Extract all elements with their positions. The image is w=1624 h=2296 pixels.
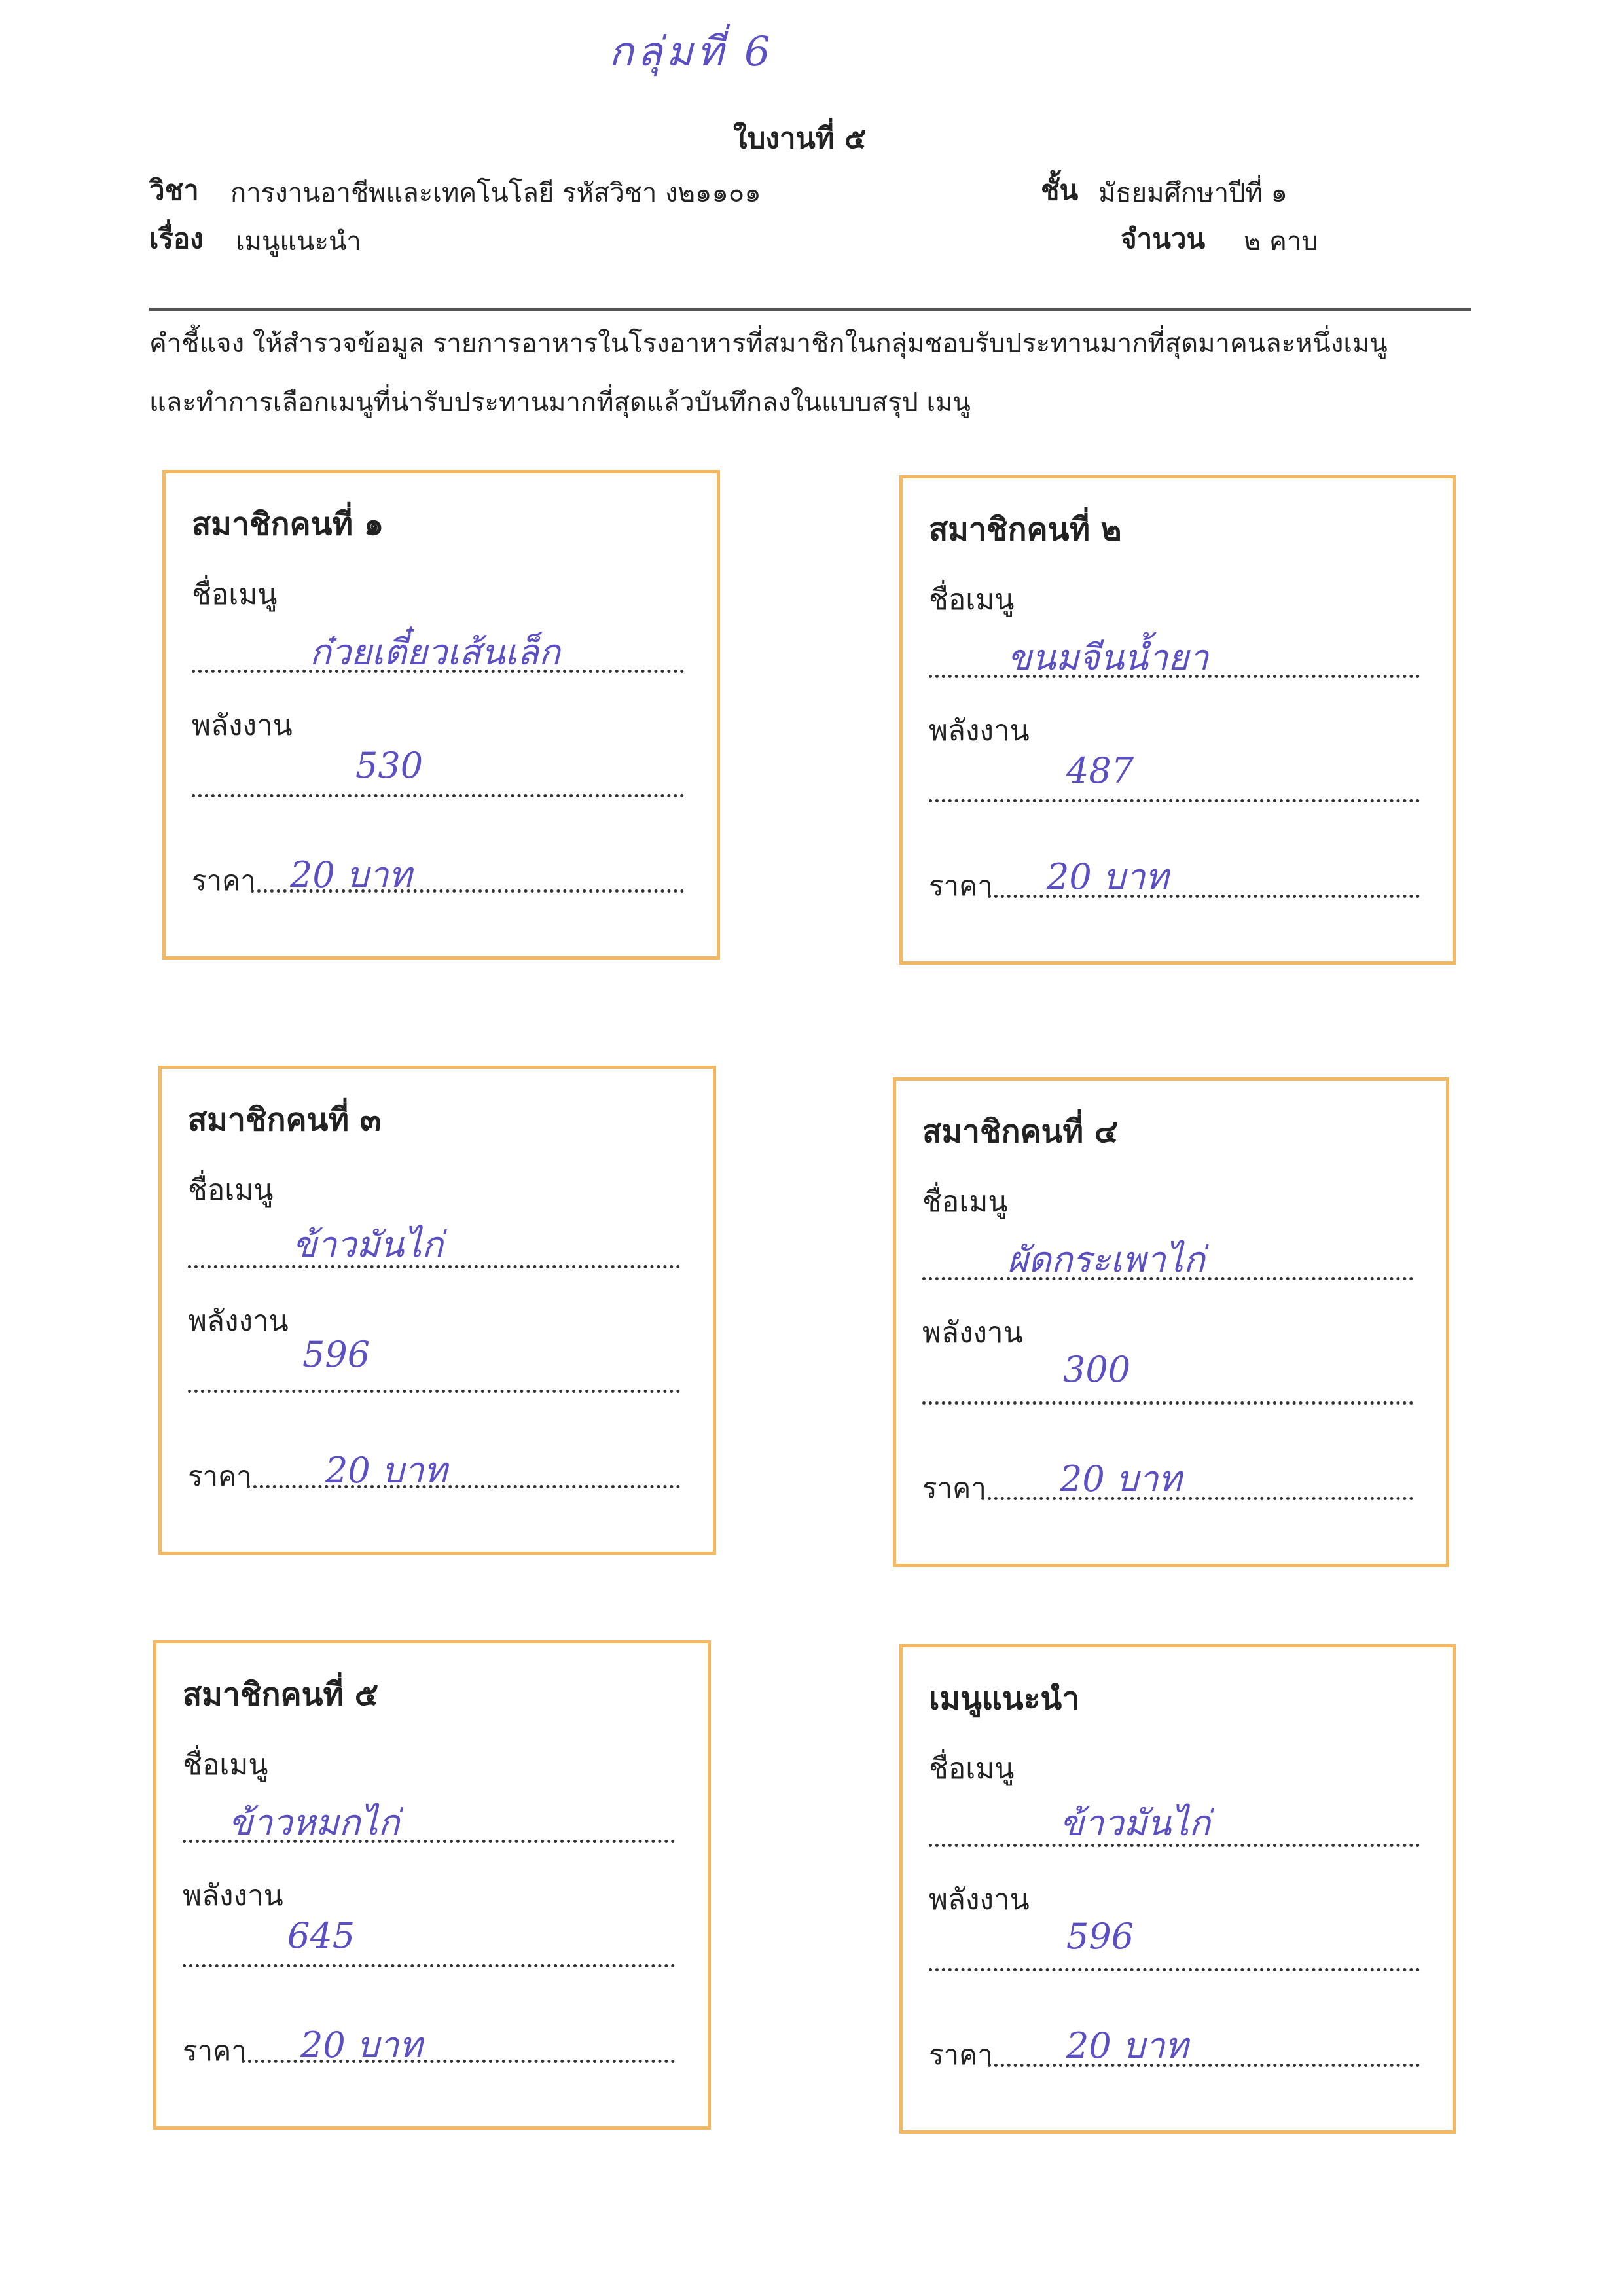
- price-line: [251, 889, 684, 893]
- energy-line: [929, 799, 1420, 802]
- menu-name-line: [192, 670, 684, 673]
- menu-name-line: [188, 1265, 680, 1268]
- energy-line: [929, 1968, 1420, 1971]
- menu-name-line: [183, 1840, 675, 1843]
- member-card-4: [893, 1077, 1449, 1567]
- energy-line: [192, 794, 684, 797]
- price-label: ราคา: [192, 865, 256, 897]
- price-line: [988, 2064, 1420, 2067]
- member-card-5: [153, 1640, 711, 2130]
- price-line: [988, 895, 1420, 898]
- menu-name-value: ข้าวหมกไก่: [228, 1802, 400, 1843]
- energy-line: [922, 1401, 1413, 1405]
- energy-value: 530: [355, 745, 424, 786]
- energy-value: 645: [287, 1915, 355, 1956]
- price-value: 20 บาท: [1066, 2025, 1189, 2066]
- energy-line: [188, 1390, 680, 1393]
- menu-name-label: ชื่อเมนู: [192, 578, 278, 611]
- menu-name-value: ข้าวมันไก่: [1060, 1803, 1210, 1844]
- menu-name-label: ชื่อเมนู: [929, 583, 1015, 617]
- energy-value: 596: [1066, 1916, 1134, 1957]
- energy-label: พลังงาน: [922, 1316, 1023, 1350]
- price-value: 20 บาท: [300, 2024, 423, 2066]
- price-line: [242, 2060, 675, 2063]
- menu-name-label: ชื่อเมนู: [929, 1752, 1015, 1785]
- card-title: สมาชิกคนที่ ๑: [192, 506, 384, 543]
- energy-line: [183, 1964, 675, 1967]
- instructions-line-1: คำชี้แจง ให้สำรวจข้อมูล รายการอาหารในโรงอาหารที่สมาชิกในกลุ่มชอบรับประทานมากที่สุดมาคนละหนึ่งเมนู: [149, 329, 1388, 359]
- menu-name-value: ขนมจีนน้ำยา: [1007, 637, 1209, 678]
- price-label: ราคา: [929, 2039, 993, 2071]
- group-number-handwritten: กลุ่มที่ 6: [609, 27, 774, 75]
- menu-name-label: ชื่อเมนู: [183, 1748, 268, 1782]
- topic-label: เรื่อง: [149, 223, 204, 255]
- price-value: 20 บาท: [1060, 1458, 1182, 1499]
- price-value: 20 บาท: [325, 1450, 448, 1491]
- energy-value: 300: [1063, 1349, 1131, 1390]
- price-value: 20 บาท: [1047, 856, 1169, 897]
- menu-name-line: [922, 1277, 1413, 1280]
- energy-value: 487: [1066, 750, 1134, 791]
- price-label: ราคา: [929, 870, 993, 902]
- energy-label: พลังงาน: [188, 1304, 289, 1338]
- card-title: สมาชิกคนที่ ๔: [922, 1113, 1119, 1150]
- grade-label: ชั้น: [1041, 174, 1079, 206]
- energy-label: พลังงาน: [929, 714, 1030, 747]
- price-label: ราคา: [922, 1472, 986, 1504]
- menu-name-line: [929, 1844, 1420, 1847]
- card-title: เมนูแนะนำ: [929, 1680, 1080, 1717]
- instructions-line-2: และทำการเลือกเมนูที่น่ารับประทานมากที่สุดแล้วบันทึกลงในแบบสรุป เมนู: [149, 387, 971, 418]
- member-card-1: [162, 470, 720, 960]
- card-title: สมาชิกคนที่ ๒: [929, 511, 1122, 548]
- menu-name-label: ชื่อเมนู: [922, 1185, 1008, 1219]
- subject-value: การงานอาชีพและเทคโนโลยี รหัสวิชา ง๒๑๑๐๑: [230, 178, 761, 208]
- price-label: ราคา: [183, 2035, 247, 2067]
- recommended-menu-card: [899, 1644, 1456, 2134]
- hours-label: จำนวน: [1121, 223, 1206, 255]
- grade-value: มัธยมศึกษาปีที่ ๑: [1098, 178, 1288, 208]
- menu-name-value: ข้าวมันไก่: [293, 1224, 443, 1265]
- price-label: ราคา: [188, 1460, 252, 1492]
- header-divider: [149, 308, 1471, 311]
- price-value: 20 บาท: [290, 854, 412, 895]
- topic-value: เมนูแนะนำ: [236, 226, 361, 257]
- card-title: สมาชิกคนที่ ๓: [188, 1102, 382, 1138]
- hours-value: ๒ คาบ: [1244, 226, 1318, 257]
- energy-label: พลังงาน: [192, 709, 293, 742]
- price-line: [981, 1497, 1413, 1500]
- menu-name-line: [929, 675, 1420, 678]
- subject-label: วิชา: [149, 174, 199, 206]
- energy-value: 596: [302, 1334, 370, 1375]
- menu-name-value: ผัดกระเพาไก่: [1007, 1239, 1205, 1280]
- sheet-title: ใบงานที่ ๕: [733, 122, 867, 155]
- member-card-2: [899, 475, 1456, 965]
- card-title: สมาชิกคนที่ ๕: [183, 1676, 379, 1713]
- member-card-3: [158, 1066, 716, 1555]
- energy-label: พลังงาน: [929, 1883, 1030, 1916]
- menu-name-label: ชื่อเมนู: [188, 1174, 274, 1207]
- menu-name-value: ก๋วยเตี๋ยวเส้นเล็ก: [310, 632, 560, 673]
- energy-label: พลังงาน: [183, 1879, 283, 1912]
- price-line: [247, 1485, 680, 1488]
